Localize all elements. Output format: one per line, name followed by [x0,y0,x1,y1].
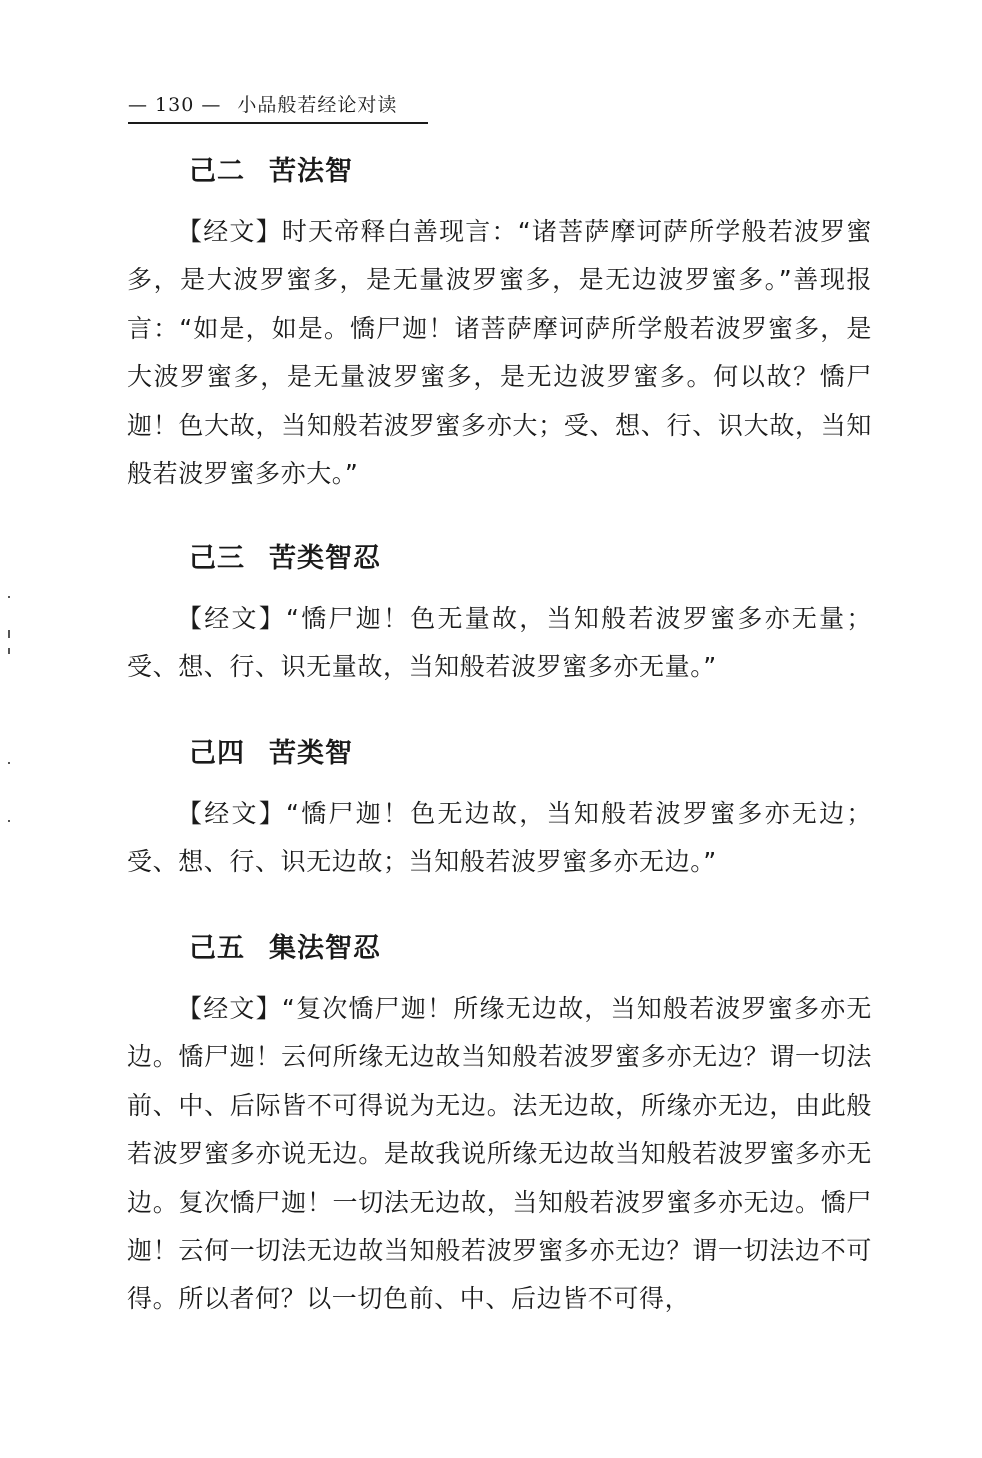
heading-marker: 己三 [189,543,245,574]
section-yi2 [127,156,872,498]
section-heading [127,738,872,770]
heading-marker: 己五 [189,933,245,964]
heading-title: 苦法智 [269,156,353,187]
scripture-paragraph [127,790,872,887]
scripture-label: 【经文】 [177,217,282,246]
page-number: — 130 — [128,94,222,116]
scripture-paragraph [127,595,872,692]
scripture-label: 【经文】 [177,604,287,633]
scripture-text: “憍尸迦！色无边故，当知般若波罗蜜多亦无边；受、想、行、识无边故；当知般若波罗蜜多亦无边。” [127,799,872,877]
section-heading [127,156,872,188]
scripture-label: 【经文】 [177,799,287,828]
scripture-paragraph [127,208,872,498]
heading-marker: 己四 [189,738,245,769]
heading-title: 集法智忍 [269,933,381,964]
scripture-paragraph [127,985,872,1324]
running-header [128,92,428,124]
scan-speck [8,648,10,654]
scan-speck [8,596,10,598]
heading-title: 苦类智 [269,738,353,769]
section-yi4 [127,738,872,887]
scripture-label: 【经文】 [177,994,282,1023]
scan-speck [8,630,10,638]
heading-title: 苦类智忍 [269,543,381,574]
scripture-text: 时天帝释白善现言：“诸菩萨摩诃萨所学般若波罗蜜多，是大波罗蜜多，是无量波罗蜜多，是无边波罗蜜多。”善现报言：“如是，如是。憍尸迦！诸菩萨摩诃萨所学般若波罗蜜多，是大波罗蜜多，是无量波罗蜜多，是无边波罗蜜多。何以故？憍尸迦！色大故，当知般若波罗蜜多亦大；受、想、行、识大故，当知般若波罗蜜多亦大。” [127,217,872,489]
book-title: 小品般若经论对读 [237,94,398,116]
section-heading [127,543,872,575]
scripture-text: “憍尸迦！色无量故，当知般若波罗蜜多亦无量；受、想、行、识无量故，当知般若波罗蜜多亦无量。” [127,604,872,682]
heading-marker: 己二 [189,156,245,187]
section-yi5 [127,933,872,1324]
scan-speck [8,820,10,822]
section-heading [127,933,872,965]
scan-speck [8,762,10,764]
scripture-text: “复次憍尸迦！所缘无边故，当知般若波罗蜜多亦无边。憍尸迦！云何所缘无边故当知般若波罗蜜多亦无边？谓一切法前、中、后际皆不可得说为无边。法无边故，所缘亦无边，由此般若波罗蜜多亦说无边。是故我说所缘无边故当知般若波罗蜜多亦无边。复次憍尸迦！一切法无边故，当知般若波罗蜜多亦无边。憍尸迦！云何一切法无边故当知般若波罗蜜多亦无边？谓一切法边不可得。所以者何？以一切色前、中、后边皆不可得， [127,994,872,1314]
section-yi3 [127,543,872,692]
